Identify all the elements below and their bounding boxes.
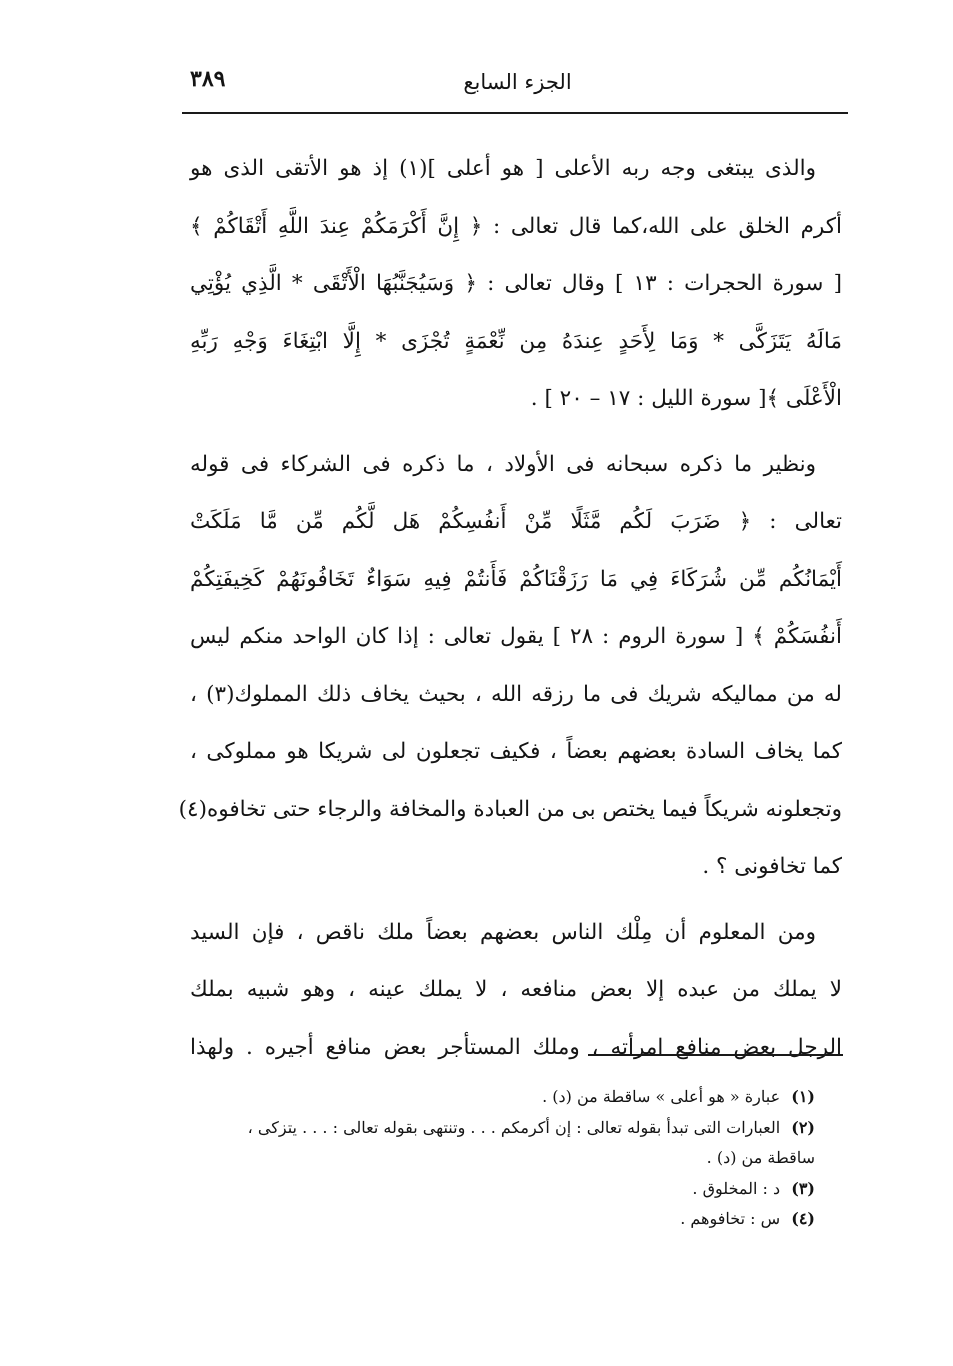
text-line: كما يخاف السادة بعضهم بعضاً ، فكيف تجعلون لى شريكا هو مملوكى ، [190, 739, 842, 764]
footnote-1 [190, 1082, 815, 1113]
footnote-text: العبارات التى تبدأ بقوله تعالى : إن أكرمكم . . . وتنتهى بقوله تعالى : . . . يتزكى ، [247, 1117, 781, 1137]
footnote-number: (٢) [791, 1117, 815, 1137]
footnote-text: عبارة « هو أعلى » ساقطة من (د) . [542, 1087, 781, 1106]
text-line: له من مماليكه شريك فى ما رزقه الله ، بحيث يخاف ذلك المملوك(٣) ، [190, 681, 842, 707]
text-line: الْأَعْلَى ﴾[ سورة الليل : ١٧ – ٢٠ ] . [530, 386, 842, 411]
text-line: أَيْمَانُكُم مِّن شُرَكَاءَ فِي مَا رَزَقْنَاكُمْ فَأَنتُمْ فِيهِ سَوَاءٌ تَخَافُونَهُمْ كَخِيفَتِكُمْ [190, 566, 842, 592]
footnote-2 [190, 1113, 815, 1144]
footnotes [190, 1082, 815, 1235]
text-line: مَالَهُ يَتَزَكَّى * وَمَا لِأَحَدٍ عِندَهُ مِن نِّعْمَةٍ تُجْزَى * إِلَّا ابْتِغَاءَ وَجْهِ رَبِّهِ [190, 328, 842, 354]
paragraph-2 [178, 436, 842, 896]
text-line: تعالى : ﴿ ضَرَبَ لَكُم مَّثَلًا مِّنْ أَنفُسِكُمْ هَل لَّكُم مِّن مَّا مَلَكَتْ [190, 509, 842, 534]
page-number: ٣٨٩ [190, 66, 226, 92]
text-line: والذى يبتغى وجه ربه الأعلى [ هو أعلى ](١) إذ هو الأتقى الذى هو [190, 156, 816, 181]
text-line: ونظير ما ذكره سبحانه فى الأولاد ، ما ذكره فى الشركاء فى قوله [190, 451, 816, 477]
paragraph-1 [190, 140, 842, 428]
text-line: ومن المعلوم أن مِلْك الناس بعضهم بعضاً ملك ناقص ، فإن السيد [190, 919, 816, 945]
footnote-number: (١) [791, 1087, 815, 1106]
footnote-text: د : المخلوق . [692, 1178, 781, 1198]
text-line: كما تخافونى ؟ . [702, 854, 842, 879]
footnote-number: (٤) [791, 1209, 815, 1228]
text-line: الرجل بعض منافع امرأته ، وملك المستأجر بعض منافع أجيره . ولهذا [190, 1034, 842, 1060]
footnote-rule [588, 1054, 843, 1056]
footnote-2-continuation [190, 1143, 815, 1174]
page-header [190, 64, 845, 110]
text-line: أَنفُسَكُمْ ﴾ [ سورة الروم : ٢٨ ] يقول تعالى : إذا كان الواحد منكم ليس [190, 624, 842, 649]
paragraph-3 [190, 904, 842, 1077]
text-line: وتجعلونه شريكاً فيما يختص بى من العبادة والمخافة والرجاء حتى تخافوه(٤) [178, 796, 842, 822]
footnote-text: ساقطة من (د) . [706, 1148, 815, 1167]
footnote-3 [190, 1174, 815, 1205]
footnote-text: س : تخافوهم . [680, 1209, 781, 1228]
text-line: لا يملك من عبده إلا بعض منافعه ، لا يملك عينه ، وهو شبيه بملك [190, 977, 842, 1002]
text-line: أكرم الخلق على الله،كما قال تعالى : ﴿ إِنَّ أَكْرَمَكُمْ عِندَ اللَّهِ أَتْقَاكُمْ ﴾ [190, 213, 842, 239]
footnote-number: (٣) [791, 1178, 815, 1198]
text-line: [ سورة الحجرات : ١٣ ] وقال تعالى : ﴿ وَسَيُجَنَّبُهَا الْأَتْقَى * الَّذِي يُؤْتِي [190, 271, 842, 296]
main-text [178, 140, 842, 1076]
running-title: الجزء السابع [463, 70, 572, 94]
footnote-4 [190, 1204, 815, 1235]
header-rule [182, 112, 848, 114]
